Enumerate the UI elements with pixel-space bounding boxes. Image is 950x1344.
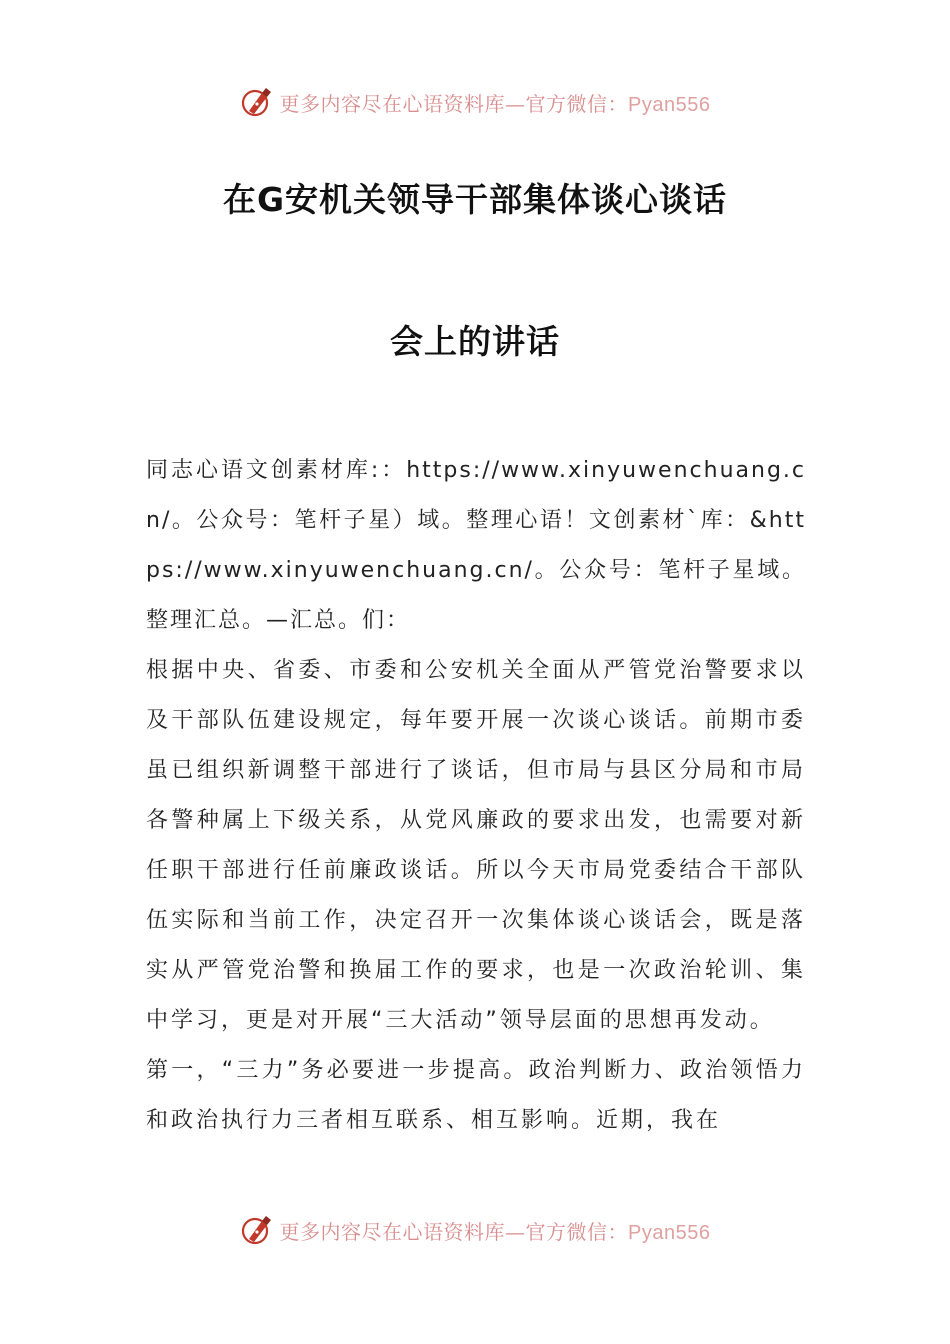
pen-nib-logo-icon xyxy=(240,1213,274,1247)
paragraph-first-point: 第一，“三力”务必要进一步提高。政治判断力、政治领悟力和政治执行力三者相互联系、相互影响。近期，我在 xyxy=(146,1058,806,1133)
header-banner xyxy=(0,82,950,122)
document-title-line-1: 在G安机关领导干部集体谈心谈话 xyxy=(222,180,728,219)
paragraph-intro: 同志心语文创素材库:：https://www.xinyuwenchuang.cn/。公众号：笔杆子星）域。整理心语！文创素材`库：&https://www.xinyuwenchuang.cn/。公众号：笔杆子星域。整理汇总。—汇总。们： xyxy=(146,458,806,633)
footer-banner-handle: Pyan556 xyxy=(628,1221,711,1244)
document-title-line-2: 会上的讲话 xyxy=(390,322,560,361)
paragraph-background: 根据中央、省委、市委和公安机关全面从严管党治警要求以及干部队伍建设规定，每年要开展一次谈心谈话。前期市委虽已组织新调整干部进行了谈话，但市局与县区分局和市局各警种属上下级关系，从党风廉政的要求出发，也需要对新任职干部进行任前廉政谈话。所以今天市局党委结合干部队伍实际和当前工作，决定召开一次集体谈心谈话会，既是落实从严管党治警和换届工作的要求，也是一次政治轮训、集中学习，更是对开展“三大活动”领导层面的思想再发动。 xyxy=(146,658,806,1033)
header-banner-content xyxy=(240,85,711,119)
footer-banner-text: 更多内容尽在心语资料库—官方微信：Pyan556 xyxy=(279,1219,711,1244)
header-banner-text: 更多内容尽在心语资料库—官方微信：Pyan556 xyxy=(279,91,711,116)
header-banner-handle: Pyan556 xyxy=(628,93,711,116)
document-body xyxy=(146,446,806,1146)
pen-nib-logo-icon xyxy=(240,85,274,119)
footer-banner-content xyxy=(240,1213,711,1247)
footer-banner xyxy=(0,1210,950,1250)
